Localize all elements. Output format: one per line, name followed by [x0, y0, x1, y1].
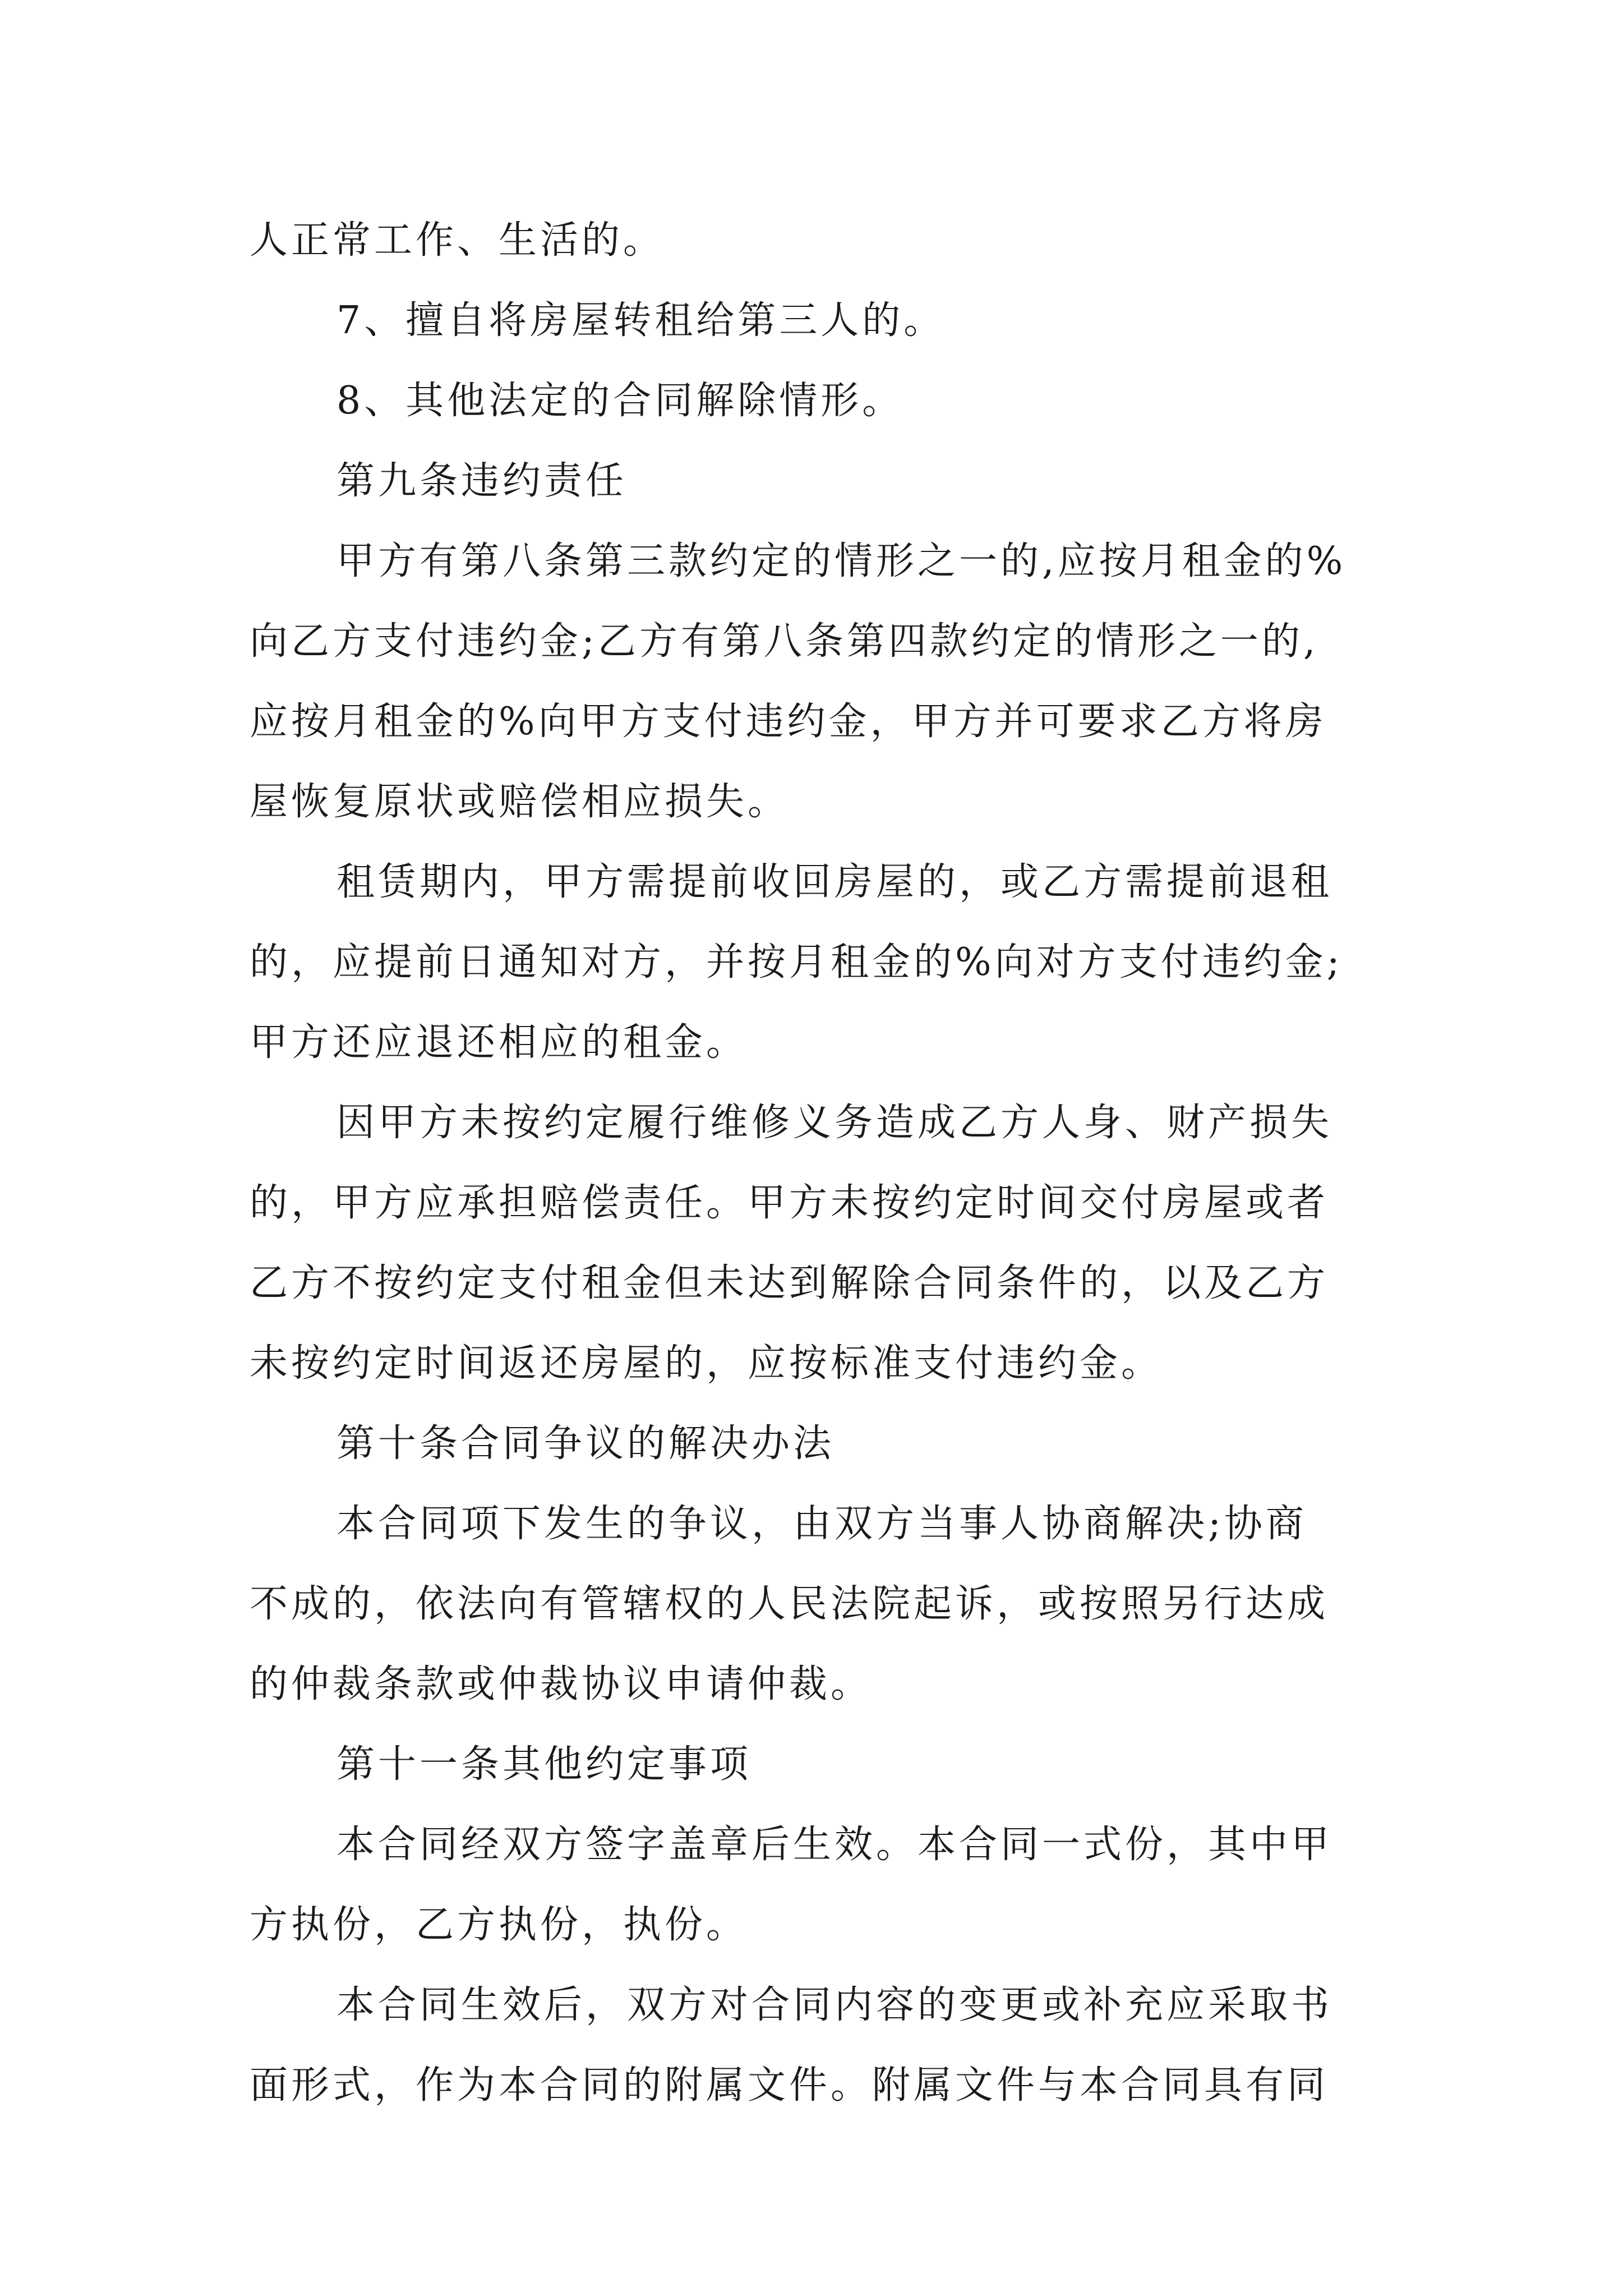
text-line: 人正常工作、生活的。	[250, 218, 665, 263]
text-line: 的仲裁条款或仲裁协议申请仲裁。	[250, 1662, 873, 1706]
text-line: 面形式，作为本合同的附属文件。附属文件与本合同具有同	[250, 2063, 1329, 2108]
text-line: 本合同生效后，双方对合同内容的变更或补充应采取书	[336, 1983, 1333, 2027]
text-line: 的，甲方应承担赔偿责任。甲方未按约定时间交付房屋或者	[250, 1181, 1329, 1225]
text-line: 向乙方支付违约金;乙方有第八条第四款约定的情形之一的,	[250, 619, 1319, 664]
text-line: 本合同经双方签字盖章后生效。本合同一式份，其中甲	[336, 1823, 1333, 1867]
section-heading: 第十一条其他约定事项	[336, 1742, 752, 1787]
text-line: 8、其他法定的合同解除情形。	[336, 379, 904, 423]
text-line: 租赁期内，甲方需提前收回房屋的，或乙方需提前退租	[336, 860, 1333, 904]
section-heading: 第九条违约责任	[336, 459, 628, 503]
text-line: 方执份，乙方执份，执份。	[250, 1903, 748, 1947]
text-line: 未按约定时间返还房屋的，应按标准支付违约金。	[250, 1341, 1163, 1386]
text-line: 甲方还应退还相应的租金。	[250, 1020, 748, 1065]
text-line: 应按月租金的%向甲方支付违约金，甲方并可要求乙方将房	[250, 700, 1327, 744]
text-line: 屋恢复原状或赔偿相应损失。	[250, 780, 790, 824]
text-line: 乙方不按约定支付租金但未达到解除合同条件的，以及乙方	[250, 1261, 1329, 1305]
section-heading: 第十条合同争议的解决办法	[336, 1421, 835, 1466]
text-line: 不成的，依法向有管辖权的人民法院起诉，或按照另行达成	[250, 1582, 1329, 1626]
text-line: 本合同项下发生的争议，由双方当事人协商解决;协商	[336, 1502, 1307, 1546]
text-line: 甲方有第八条第三款约定的情形之一的,应按月租金的%	[336, 539, 1347, 583]
text-line: 因甲方未按约定履行维修义务造成乙方人身、财产损失	[336, 1101, 1333, 1145]
text-line: 7、擅自将房屋转租给第三人的。	[336, 298, 946, 343]
text-line: 的，应提前日通知对方，并按月租金的%向对方支付违约金;	[250, 940, 1343, 984]
